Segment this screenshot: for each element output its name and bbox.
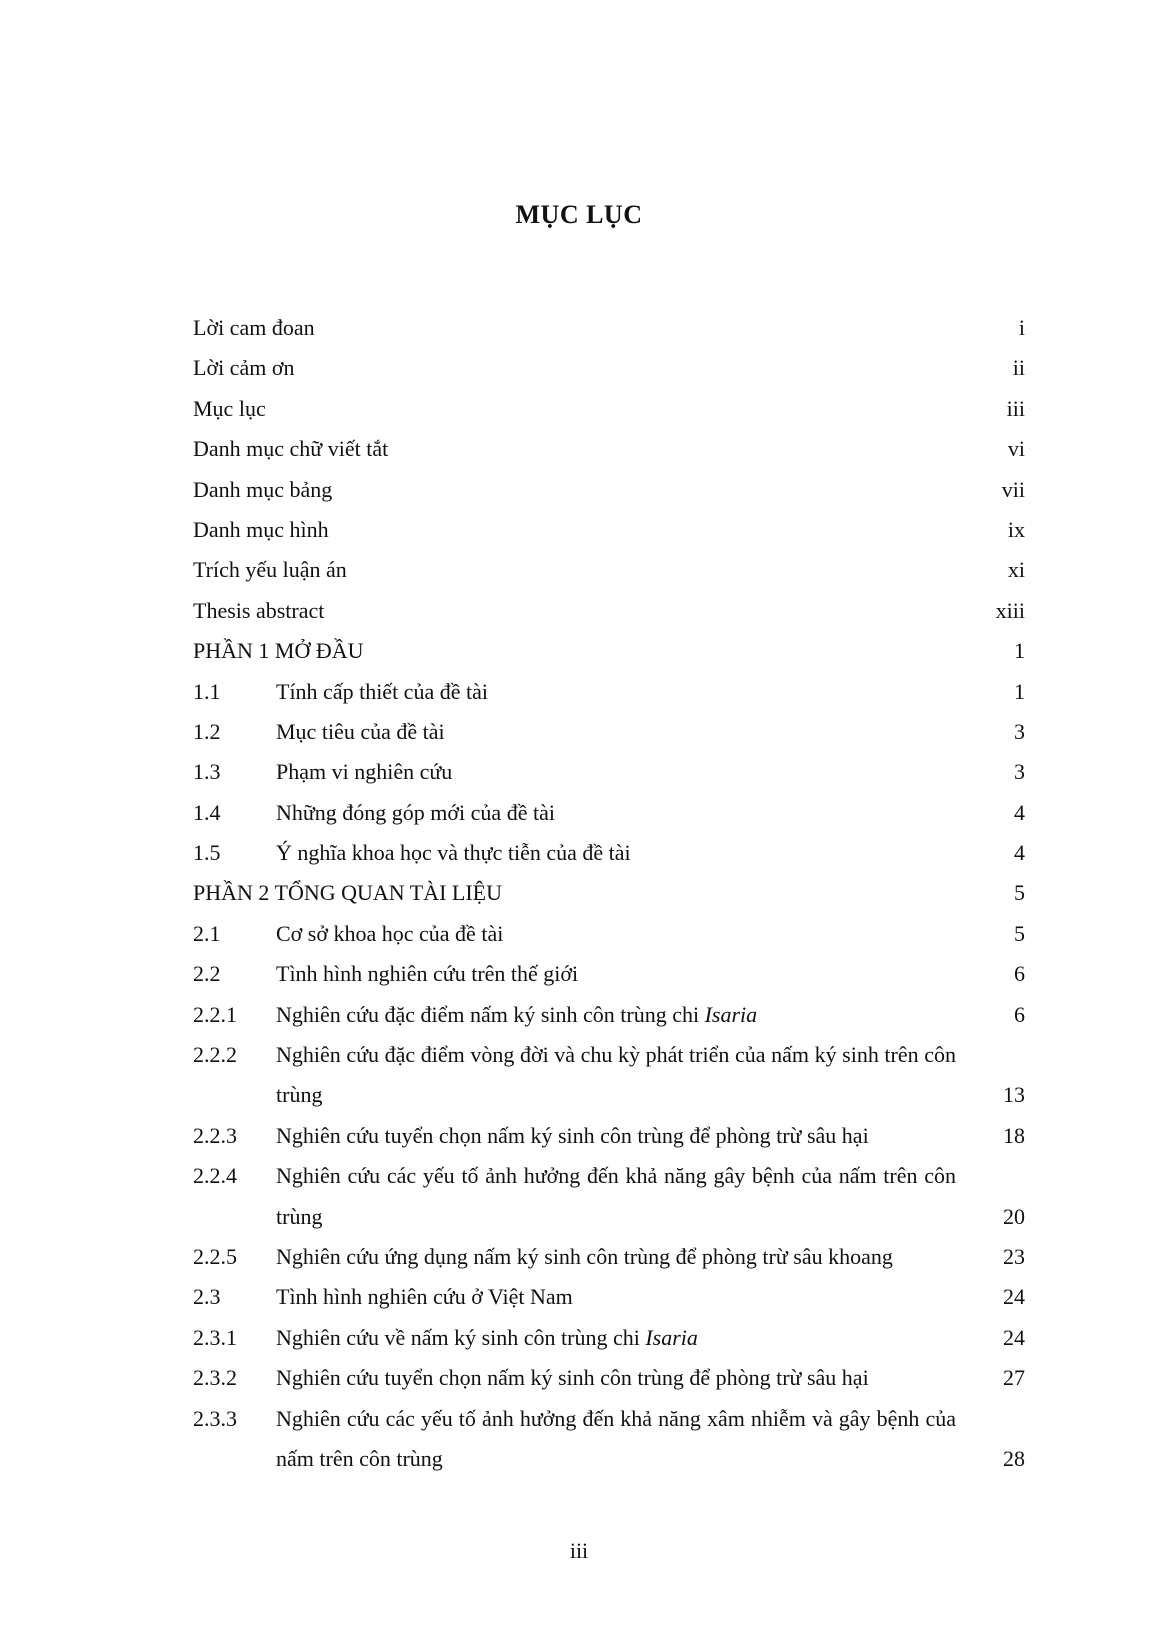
toc-entry[interactable] xyxy=(193,712,1025,752)
toc-entry-title: Mục lục xyxy=(193,395,266,421)
toc-entry[interactable] xyxy=(193,429,1025,469)
toc-entry-page: 24 xyxy=(1003,1284,1025,1310)
toc-entry[interactable] xyxy=(193,1318,1025,1358)
page-title: MỤC LỤC xyxy=(515,200,643,229)
toc-entry-title-wrap xyxy=(276,1318,956,1358)
toc-entry-title: Tính cấp thiết của đề tài xyxy=(276,678,488,704)
toc-entry-number: 2.1 xyxy=(193,920,221,946)
toc-entry-page: 5 xyxy=(1014,920,1025,946)
toc-entry-title: Nghiên cứu đặc điểm nấm ký sinh côn trùng chi xyxy=(276,1001,705,1027)
toc-entry-title-italic: Isaria xyxy=(645,1324,698,1350)
toc-entry-title: Lời cảm ơn xyxy=(193,355,295,381)
toc-entry-title-italic: Isaria xyxy=(704,1001,758,1027)
toc-entry[interactable] xyxy=(193,793,1025,833)
toc-entry[interactable] xyxy=(193,833,1025,873)
toc-entry-number: 2.2.3 xyxy=(193,1122,237,1148)
toc-entry-page: 1 xyxy=(1014,678,1025,704)
toc-entry[interactable] xyxy=(193,1035,1025,1116)
toc-entry-number: 2.2.4 xyxy=(193,1163,237,1189)
toc-entry-title: Lời cam đoan xyxy=(193,315,315,340)
toc-entry-page: i xyxy=(1018,314,1025,340)
toc-entry-title: Trích yếu luận án xyxy=(193,557,347,583)
toc-entry-page: 23 xyxy=(1003,1244,1025,1269)
toc-entry-page: 4 xyxy=(1014,840,1025,866)
toc-entry-page: 28 xyxy=(1003,1445,1025,1471)
toc-entry-title: Nghiên cứu các yếu tố ảnh hưởng đến khả năng gây bệnh của nấm trên côn trùng xyxy=(276,1163,956,1229)
toc-entry-number: 2.2.5 xyxy=(193,1244,237,1270)
toc-entry[interactable] xyxy=(193,1237,1025,1277)
toc-entry-page: 3 xyxy=(1014,718,1025,744)
toc-entry[interactable] xyxy=(193,1277,1025,1317)
toc-entry-title: Nghiên cứu tuyển chọn nấm ký sinh côn trùng để phòng trừ sâu hại xyxy=(276,1122,869,1148)
toc-entry-title: PHẦN 2 TỔNG QUAN TÀI LIỆU xyxy=(193,880,502,906)
toc-entry-page: xiii xyxy=(995,597,1025,623)
toc-entry-page: vii xyxy=(1001,476,1025,502)
toc-entry-number: 2.3.1 xyxy=(193,1324,237,1350)
toc-entry-page: 3 xyxy=(1014,759,1025,785)
toc-entry-title-wrap xyxy=(276,995,956,1035)
toc-entry-number: 1.4 xyxy=(193,799,221,825)
toc-entry-title: Phạm vi nghiên cứu xyxy=(276,759,453,785)
toc-entry[interactable] xyxy=(193,1156,1025,1237)
toc-entry[interactable] xyxy=(193,470,1025,510)
toc-entry[interactable] xyxy=(193,1358,1025,1398)
toc-entry-page: 6 xyxy=(1014,1001,1025,1027)
toc-entry-page: 18 xyxy=(1003,1122,1025,1148)
toc-entry-title: Ý nghĩa khoa học và thực tiễn của đề tài xyxy=(276,840,631,866)
toc-entry-page: 24 xyxy=(1003,1324,1025,1350)
toc-entry-number: 1.2 xyxy=(193,718,221,744)
toc-entry-title: Những đóng góp mới của đề tài xyxy=(276,799,555,825)
toc-entry-number: 1.1 xyxy=(193,678,221,704)
toc-entry-title: Danh mục hình xyxy=(193,516,329,542)
toc-entry-number: 2.3 xyxy=(193,1284,221,1310)
toc-entry-title: Tình hình nghiên cứu ở Việt Nam xyxy=(276,1284,573,1310)
toc-entry-part[interactable] xyxy=(193,631,1025,671)
page-number: iii xyxy=(569,1538,589,1563)
toc-entry[interactable] xyxy=(193,914,1025,954)
toc-entry-title: Nghiên cứu ứng dụng nấm ký sinh côn trùng để phòng trừ sâu khoang xyxy=(276,1244,893,1270)
toc-entry-title: Nghiên cứu đặc điểm vòng đời và chu kỳ phát triển của nấm ký sinh trên côn trùng xyxy=(276,1042,956,1108)
toc-entry-title: Thesis abstract xyxy=(193,597,325,623)
toc-entry-page: 6 xyxy=(1014,961,1025,987)
toc-entry-title: Nghiên cứu các yếu tố ảnh hưởng đến khả năng xâm nhiễm và gây bệnh của nấm trên côn trùng xyxy=(276,1405,956,1471)
toc-entry[interactable] xyxy=(193,1116,1025,1156)
toc-entry-number: 2.2.2 xyxy=(193,1042,237,1068)
toc-entry-title: PHẦN 1 MỞ ĐẦU xyxy=(193,638,364,664)
toc-entry[interactable] xyxy=(193,510,1025,550)
toc-entry-title: Danh mục bảng xyxy=(193,476,333,502)
toc-entry-page: 5 xyxy=(1014,880,1025,906)
toc-entry-title: Nghiên cứu về nấm ký sinh côn trùng chi xyxy=(276,1324,646,1350)
toc-entry[interactable] xyxy=(193,308,1025,348)
toc-entry-number: 2.3.3 xyxy=(193,1405,237,1431)
toc-entry-page: ix xyxy=(1007,516,1025,542)
toc-entry[interactable] xyxy=(193,752,1025,792)
toc-entry-page: 4 xyxy=(1014,799,1025,825)
toc-entry-page: 13 xyxy=(1003,1082,1025,1108)
toc-entry-part[interactable] xyxy=(193,873,1025,913)
toc-entry[interactable] xyxy=(193,995,1025,1035)
toc-entry-title: Mục tiêu của đề tài xyxy=(276,718,445,744)
toc-entry[interactable] xyxy=(193,672,1025,712)
toc-entry-page: vi xyxy=(1007,436,1025,462)
toc-entry-number: 2.2.1 xyxy=(193,1001,237,1027)
toc-entry-number: 2.3.2 xyxy=(193,1365,237,1391)
toc-entry[interactable] xyxy=(193,550,1025,590)
toc-entry-number: 2.2 xyxy=(193,961,221,987)
table-of-contents xyxy=(193,308,1025,1479)
toc-entry-number: 1.5 xyxy=(193,840,221,866)
toc-entry-title: Tình hình nghiên cứu trên thế giới xyxy=(276,961,579,987)
toc-entry-title: Nghiên cứu tuyển chọn nấm ký sinh côn trùng để phòng trừ sâu hại xyxy=(276,1365,869,1391)
toc-entry-title: Danh mục chữ viết tắt xyxy=(193,436,389,462)
toc-entry-page: ii xyxy=(1012,355,1025,381)
toc-entry-title: Cơ sở khoa học của đề tài xyxy=(276,920,504,946)
toc-entry[interactable] xyxy=(193,591,1025,631)
toc-entry-page: iii xyxy=(1006,395,1025,421)
toc-entry-page: xi xyxy=(1007,557,1025,583)
toc-entry[interactable] xyxy=(193,954,1025,994)
toc-entry[interactable] xyxy=(193,389,1025,429)
toc-entry-number: 1.3 xyxy=(193,759,221,785)
toc-entry[interactable] xyxy=(193,1399,1025,1480)
toc-entry-page: 27 xyxy=(1003,1365,1025,1391)
toc-entry-page: 1 xyxy=(1014,638,1025,664)
toc-entry[interactable] xyxy=(193,348,1025,388)
toc-entry-page: 20 xyxy=(1003,1203,1025,1229)
